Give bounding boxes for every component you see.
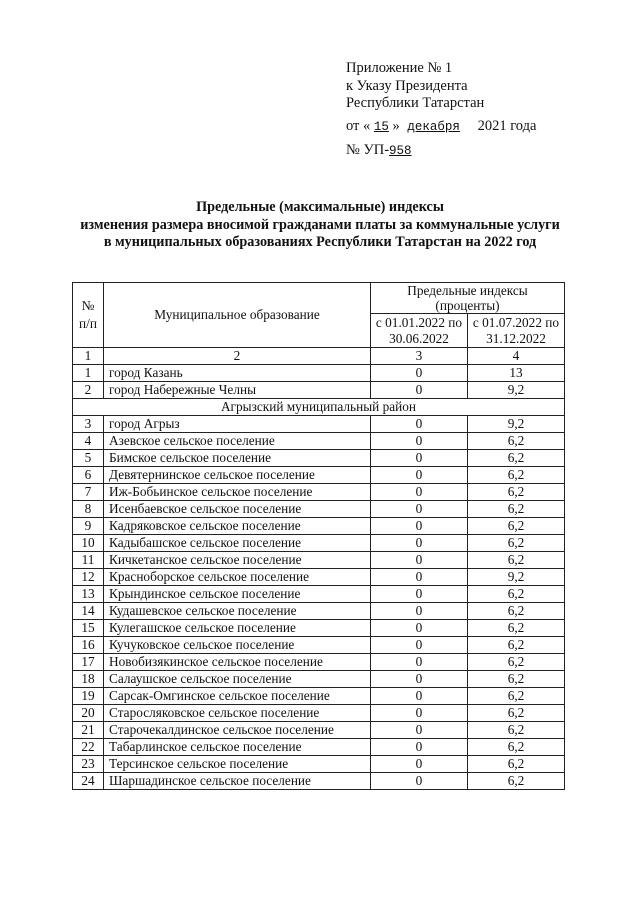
row-name: город Агрыз xyxy=(104,416,371,433)
district-row xyxy=(73,399,565,416)
table-row xyxy=(73,773,565,790)
table-row xyxy=(73,620,565,637)
row-number: 13 xyxy=(73,586,104,603)
row-value-1: 0 xyxy=(371,518,468,535)
table-row xyxy=(73,722,565,739)
table-row xyxy=(73,688,565,705)
row-value-2: 6,2 xyxy=(468,501,565,518)
row-number: 10 xyxy=(73,535,104,552)
table-row xyxy=(73,603,565,620)
table-row xyxy=(73,654,565,671)
table-row xyxy=(73,416,565,433)
table-row xyxy=(73,569,565,586)
row-number: 14 xyxy=(73,603,104,620)
col-number: 3 xyxy=(371,348,468,365)
header-period-2: с 01.07.2022 по 31.12.2022 xyxy=(468,314,565,348)
row-name: Салаушское сельское поселение xyxy=(104,671,371,688)
row-value-2: 6,2 xyxy=(468,773,565,790)
column-numbers-row xyxy=(73,348,565,365)
row-value-1: 0 xyxy=(371,722,468,739)
row-number: 15 xyxy=(73,620,104,637)
row-value-1: 0 xyxy=(371,705,468,722)
date-mid: » xyxy=(392,118,400,134)
row-value-2: 13 xyxy=(468,365,565,382)
date-year: 2021 года xyxy=(477,118,537,134)
date-prefix: от « xyxy=(346,118,371,134)
row-number: 4 xyxy=(73,433,104,450)
row-name: Кудашевское сельское поселение xyxy=(104,603,371,620)
table-row xyxy=(73,586,565,603)
table-row xyxy=(73,365,565,382)
row-number: 24 xyxy=(73,773,104,790)
row-number: 16 xyxy=(73,637,104,654)
document-title xyxy=(0,199,640,252)
row-value-2: 6,2 xyxy=(468,433,565,450)
table-row xyxy=(73,756,565,773)
row-name: Терсинское сельское поселение xyxy=(104,756,371,773)
row-number: 5 xyxy=(73,450,104,467)
header-name: Муниципальное образование xyxy=(104,283,371,348)
row-value-2: 6,2 xyxy=(468,552,565,569)
row-value-2: 6,2 xyxy=(468,688,565,705)
col-number: 4 xyxy=(468,348,565,365)
row-value-1: 0 xyxy=(371,365,468,382)
date-day: 15 xyxy=(373,120,389,134)
row-value-1: 0 xyxy=(371,382,468,399)
table-row xyxy=(73,535,565,552)
row-name: Бимское сельское поселение xyxy=(104,450,371,467)
row-value-2: 6,2 xyxy=(468,484,565,501)
appendix-block xyxy=(346,60,484,113)
row-value-1: 0 xyxy=(371,450,468,467)
header-num: № п/п xyxy=(73,283,104,348)
table-row xyxy=(73,450,565,467)
table-row xyxy=(73,433,565,450)
row-value-2: 6,2 xyxy=(468,535,565,552)
row-value-1: 0 xyxy=(371,535,468,552)
row-name: Шаршадинское сельское поселение xyxy=(104,773,371,790)
row-value-1: 0 xyxy=(371,569,468,586)
col-number: 2 xyxy=(104,348,371,365)
row-value-2: 6,2 xyxy=(468,705,565,722)
row-value-1: 0 xyxy=(371,467,468,484)
table-row xyxy=(73,382,565,399)
appendix-decree: к Указу Президента xyxy=(346,77,468,94)
row-value-1: 0 xyxy=(371,637,468,654)
row-name: Новобизякинское сельское поселение xyxy=(104,654,371,671)
row-number: 9 xyxy=(73,518,104,535)
table-row xyxy=(73,484,565,501)
number-value: 958 xyxy=(389,144,412,158)
row-number: 6 xyxy=(73,467,104,484)
district-name: Агрызский муниципальный район xyxy=(73,399,565,416)
row-name: Кадыбашское сельское поселение xyxy=(104,535,371,552)
row-number: 2 xyxy=(73,382,104,399)
row-value-1: 0 xyxy=(371,586,468,603)
row-name: Красноборское сельское поселение xyxy=(104,569,371,586)
row-name: Кучуковское сельское поселение xyxy=(104,637,371,654)
row-value-2: 6,2 xyxy=(468,756,565,773)
title-line-3: в муниципальных образованиях Республики Татарстан на 2022 год xyxy=(103,234,537,250)
table-row xyxy=(73,637,565,654)
row-number: 21 xyxy=(73,722,104,739)
row-number: 23 xyxy=(73,756,104,773)
row-value-1: 0 xyxy=(371,688,468,705)
row-name: город Казань xyxy=(104,365,371,382)
row-name: Крындинское сельское поселение xyxy=(104,586,371,603)
row-name: Кулегашское сельское поселение xyxy=(104,620,371,637)
row-value-2: 6,2 xyxy=(468,450,565,467)
col-number: 1 xyxy=(73,348,104,365)
header-period-1: с 01.01.2022 по 30.06.2022 xyxy=(371,314,468,348)
row-number: 1 xyxy=(73,365,104,382)
title-line-1: Предельные (максимальные) индексы xyxy=(196,199,444,215)
table-header-row xyxy=(73,283,565,314)
row-value-2: 9,2 xyxy=(468,416,565,433)
table-row xyxy=(73,552,565,569)
table-row xyxy=(73,671,565,688)
row-value-2: 9,2 xyxy=(468,569,565,586)
row-value-1: 0 xyxy=(371,416,468,433)
row-value-1: 0 xyxy=(371,756,468,773)
row-value-2: 6,2 xyxy=(468,739,565,756)
row-value-2: 9,2 xyxy=(468,382,565,399)
decree-date xyxy=(346,118,536,135)
row-value-1: 0 xyxy=(371,671,468,688)
row-name: Сарсак-Омгинское сельское поселение xyxy=(104,688,371,705)
appendix-republic: Республики Татарстан xyxy=(346,95,485,111)
row-value-2: 6,2 xyxy=(468,637,565,654)
date-month: декабря xyxy=(407,120,460,134)
row-value-1: 0 xyxy=(371,484,468,501)
table-row xyxy=(73,467,565,484)
table-row xyxy=(73,705,565,722)
row-name: Старочекалдинское сельское поселение xyxy=(104,722,371,739)
row-number: 8 xyxy=(73,501,104,518)
row-number: 7 xyxy=(73,484,104,501)
row-value-2: 6,2 xyxy=(468,654,565,671)
row-number: 20 xyxy=(73,705,104,722)
row-name: Исенбаевское сельское поселение xyxy=(104,501,371,518)
row-value-2: 6,2 xyxy=(468,671,565,688)
decree-number xyxy=(346,142,412,159)
row-value-2: 6,2 xyxy=(468,467,565,484)
table-row xyxy=(73,518,565,535)
row-value-1: 0 xyxy=(371,603,468,620)
table-row xyxy=(73,739,565,756)
row-number: 22 xyxy=(73,739,104,756)
header-indices: Предельные индексы (проценты) xyxy=(371,283,565,314)
row-number: 11 xyxy=(73,552,104,569)
row-number: 17 xyxy=(73,654,104,671)
row-value-1: 0 xyxy=(371,654,468,671)
row-name: Иж-Бобьинское сельское поселение xyxy=(104,484,371,501)
row-value-1: 0 xyxy=(371,552,468,569)
row-number: 3 xyxy=(73,416,104,433)
row-name: Табарлинское сельское поселение xyxy=(104,739,371,756)
row-value-2: 6,2 xyxy=(468,603,565,620)
row-number: 18 xyxy=(73,671,104,688)
row-number: 12 xyxy=(73,569,104,586)
row-value-1: 0 xyxy=(371,501,468,518)
row-name: Азевское сельское поселение xyxy=(104,433,371,450)
row-value-2: 6,2 xyxy=(468,620,565,637)
indices-table xyxy=(72,282,565,790)
row-name: город Набережные Челны xyxy=(104,382,371,399)
number-prefix: № УП- xyxy=(346,142,390,158)
row-name: Кадряковское сельское поселение xyxy=(104,518,371,535)
table-row xyxy=(73,501,565,518)
row-value-1: 0 xyxy=(371,620,468,637)
appendix-number: Приложение № 1 xyxy=(346,60,453,76)
row-name: Кичкетанское сельское поселение xyxy=(104,552,371,569)
row-value-2: 6,2 xyxy=(468,722,565,739)
row-value-1: 0 xyxy=(371,773,468,790)
title-line-2: изменения размера вносимой гражданами платы за коммунальные услуги xyxy=(80,216,560,233)
row-value-2: 6,2 xyxy=(468,586,565,603)
row-value-1: 0 xyxy=(371,739,468,756)
row-number: 19 xyxy=(73,688,104,705)
row-name: Старосляковское сельское поселение xyxy=(104,705,371,722)
row-value-2: 6,2 xyxy=(468,518,565,535)
row-value-1: 0 xyxy=(371,433,468,450)
row-name: Девятернинское сельское поселение xyxy=(104,467,371,484)
